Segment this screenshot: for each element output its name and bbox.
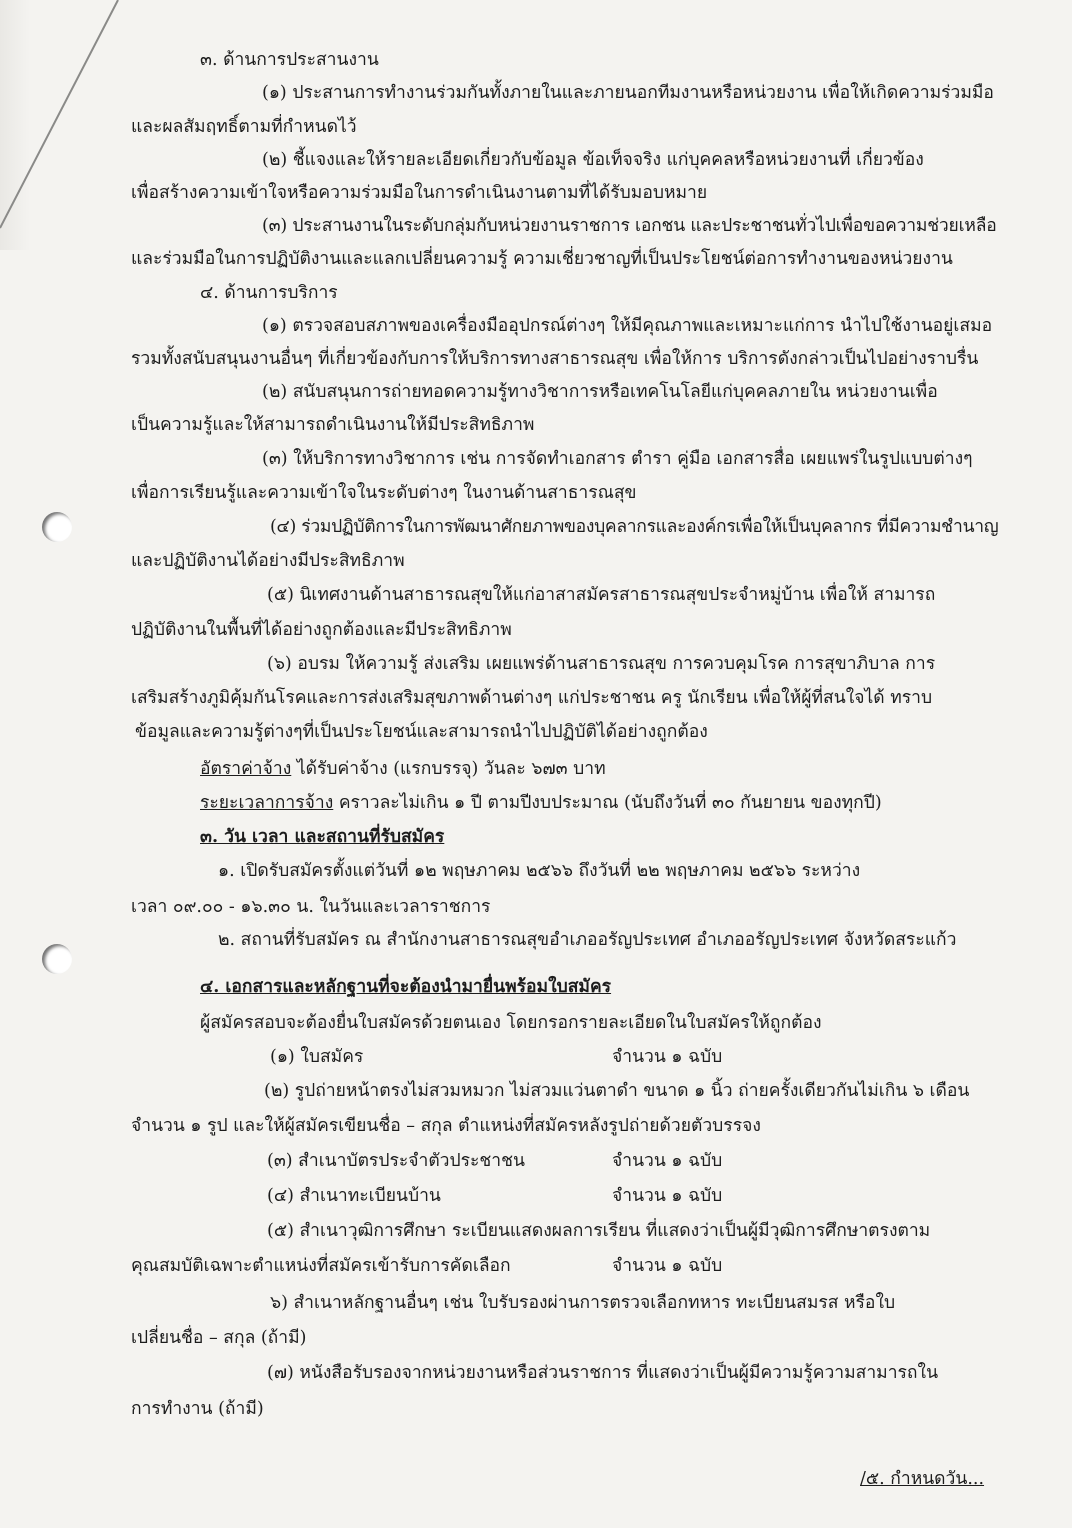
doc-item: (๗) หนังสือรับรองจากหน่วยงานหรือส่วนราชการ ที่แสดงว่าเป็นผู้มีความรู้ความสามารถใน [267, 1363, 939, 1383]
doc-item: จำนวน ๑ รูป และให้ผู้สมัครเขียนชื่อ – สกุล ตำแหน่งที่สมัครหลังรูปถ่ายด้วยตัวบรรจง [131, 1116, 761, 1136]
paragraph-line: (๑) ประสานการทำงานร่วมกันทั้งภายในและภายนอกทีมงานหรือหน่วยงาน เพื่อให้เกิดความร่วมมือ [262, 83, 994, 103]
paragraph-line: (๓) ประสานงานในระดับกลุ่มกับหน่วยงานราชการ เอกชน และประชาชนทั่วไปเพื่อขอความช่วยเหลือ [262, 216, 997, 236]
doc-quantity: จำนวน ๑ ฉบับ [612, 1186, 723, 1206]
next-page-marker: /๕. กำหนดวัน... [860, 1469, 985, 1489]
doc-item: (๔) สำเนาทะเบียนบ้าน [267, 1186, 441, 1206]
period-label: ระยะเวลาการจ้าง [200, 793, 334, 813]
paragraph-line: รวมทั้งสนับสนุนงานอื่นๆ ที่เกี่ยวข้องกับการให้บริการทางสาธารณสุข เพื่อให้การ บริการดังกล่าวเป็นไปอย่างราบรื่น [131, 349, 979, 369]
paragraph-line: (๓) ให้บริการทางวิชาการ เช่น การจัดทำเอกสาร ตำรา คู่มือ เอกสารสื่อ เผยแพร่ในรูปแบบต่างๆ [262, 449, 973, 469]
paragraph-line: และปฏิบัติงานได้อย่างมีประสิทธิภาพ [131, 551, 405, 571]
paragraph-line: และร่วมมือในการปฏิบัติงานและแลกเปลี่ยนความรู้ ความเชี่ยวชาญที่เป็นประโยชน์ต่อการทำงานของหน่วยงาน [131, 249, 953, 269]
paragraph-line: และผลสัมฤทธิ์ตามที่กำหนดไว้ [131, 117, 357, 137]
paragraph-line: (๖) อบรม ให้ความรู้ ส่งเสริม เผยแพร่ด้านสาธารณสุข การควบคุมโรค การสุขาภิบาล การ [267, 654, 936, 674]
paragraph-line: เป็นความรู้และให้สามารถดำเนินงานให้มีประสิทธิภาพ [131, 415, 535, 435]
paragraph-line: (๑) ตรวจสอบสภาพของเครื่องมืออุปกรณ์ต่างๆ ให้มีคุณภาพและเหมาะแก่การ นำไปใช้งานอยู่เสมอ [262, 316, 993, 336]
paragraph-line: (๔) ร่วมปฏิบัติการในการพัฒนาศักยภาพของบุคลากรและองค์กรเพื่อให้เป็นบุคลากร ที่มีความชำนาญ [270, 517, 999, 537]
doc-item: การทำงาน (ถ้ามี) [131, 1399, 264, 1419]
paragraph-line: เสริมสร้างภูมิคุ้มกันโรคและการส่งเสริมสุขภาพด้านต่างๆ แก่ประชาชน ครู นักเรียน เพื่อให้ผู้ที่สนใจได้ ทราบ [131, 688, 933, 708]
wage-label: อัตราค่าจ้าง [200, 759, 292, 779]
doc-quantity: จำนวน ๑ ฉบับ [612, 1047, 723, 1067]
paragraph-line: (๒) สนับสนุนการถ่ายทอดความรู้ทางวิชาการหรือเทคโนโลยีแก่บุคคลภายใน หน่วยงานเพื่อ [262, 382, 938, 402]
paragraph-line: เวลา ๐๙.๐๐ - ๑๖.๓๐ น. ในวันและเวลาราชการ [131, 897, 491, 917]
paragraph-line: ปฏิบัติงานในพื้นที่ได้อย่างถูกต้องและมีประสิทธิภาพ [131, 620, 512, 640]
section-heading: ๓. วัน เวลา และสถานที่รับสมัคร [200, 827, 445, 847]
doc-quantity: จำนวน ๑ ฉบับ [612, 1151, 723, 1171]
paragraph-line: ๒. สถานที่รับสมัคร ณ สำนักงานสาธารณสุขอำเภออรัญประเทศ อำเภออรัญประเทศ จังหวัดสระแก้ว [218, 930, 957, 950]
paragraph-line: ๑. เปิดรับสมัครตั้งแต่วันที่ ๑๒ พฤษภาคม ๒๕๖๖ ถึงวันที่ ๒๒ พฤษภาคม ๒๕๖๖ ระหว่าง [218, 861, 861, 881]
section-heading: ๔. ด้านการบริการ [200, 283, 338, 303]
paragraph-line: ข้อมูลและความรู้ต่างๆที่เป็นประโยชน์และสามารถนำไปปฏิบัติได้อย่างถูกต้อง [135, 722, 708, 742]
wage-line [200, 756, 606, 782]
paragraph-line: เพื่อสร้างความเข้าใจหรือความร่วมมือในการดำเนินงานตามที่ได้รับมอบหมาย [131, 183, 708, 203]
doc-item: (๓) สำเนาบัตรประจำตัวประชาชน [267, 1151, 525, 1171]
doc-item: คุณสมบัติเฉพาะตำแหน่งที่สมัครเข้ารับการคัดเลือก [131, 1256, 511, 1276]
punch-hole-top [42, 512, 72, 542]
paragraph-line: (๒) ชี้แจงและให้รายละเอียดเกี่ยวกับข้อมูล ข้อเท็จจริง แก่บุคคลหรือหน่วยงานที่ เกี่ยวข้อง [262, 150, 924, 170]
paragraph-line: เพื่อการเรียนรู้และความเข้าใจในระดับต่างๆ ในงานด้านสาธารณสุข [131, 483, 637, 503]
doc-quantity: จำนวน ๑ ฉบับ [612, 1256, 723, 1276]
paragraph-line: (๕) นิเทศงานด้านสาธารณสุขให้แก่อาสาสมัครสาธารณสุขประจำหมู่บ้าน เพื่อให้ สามารถ [267, 585, 936, 605]
doc-item: (๕) สำเนาวุฒิการศึกษา ระเบียนแสดงผลการเรียน ที่แสดงว่าเป็นผู้มีวุฒิการศึกษาตรงตาม [267, 1221, 931, 1241]
doc-item: (๑) ใบสมัคร [270, 1047, 364, 1067]
wage-text: ได้รับค่าจ้าง (แรกบรรจุ) วันละ ๖๗๓ บาท [291, 759, 606, 779]
punch-hole-bottom [42, 944, 72, 974]
period-line [200, 790, 882, 816]
section-heading: ๓. ด้านการประสานงาน [200, 50, 379, 70]
doc-item: เปลี่ยนชื่อ – สกุล (ถ้ามี) [131, 1328, 307, 1348]
doc-item: ๖) สำเนาหลักฐานอื่นๆ เช่น ใบรับรองผ่านการตรวจเลือกทหาร ทะเบียนสมรส หรือใบ [270, 1293, 896, 1313]
period-text: คราวละไม่เกิน ๑ ปี ตามปีงบประมาณ (นับถึงวันที่ ๓๐ กันยายน ของทุกปี) [333, 793, 882, 813]
doc-item: (๒) รูปถ่ายหน้าตรงไม่สวมหมวก ไม่สวมแว่นตาดำ ขนาด ๑ นิ้ว ถ่ายครั้งเดียวกันไม่เกิน ๖ เดือน [264, 1081, 970, 1101]
paragraph-line: ผู้สมัครสอบจะต้องยื่นใบสมัครด้วยตนเอง โดยกรอกรายละเอียดในใบสมัครให้ถูกต้อง [200, 1013, 822, 1033]
section-heading: ๔. เอกสารและหลักฐานที่จะต้องนำมายื่นพร้อมใบสมัคร [200, 977, 612, 997]
